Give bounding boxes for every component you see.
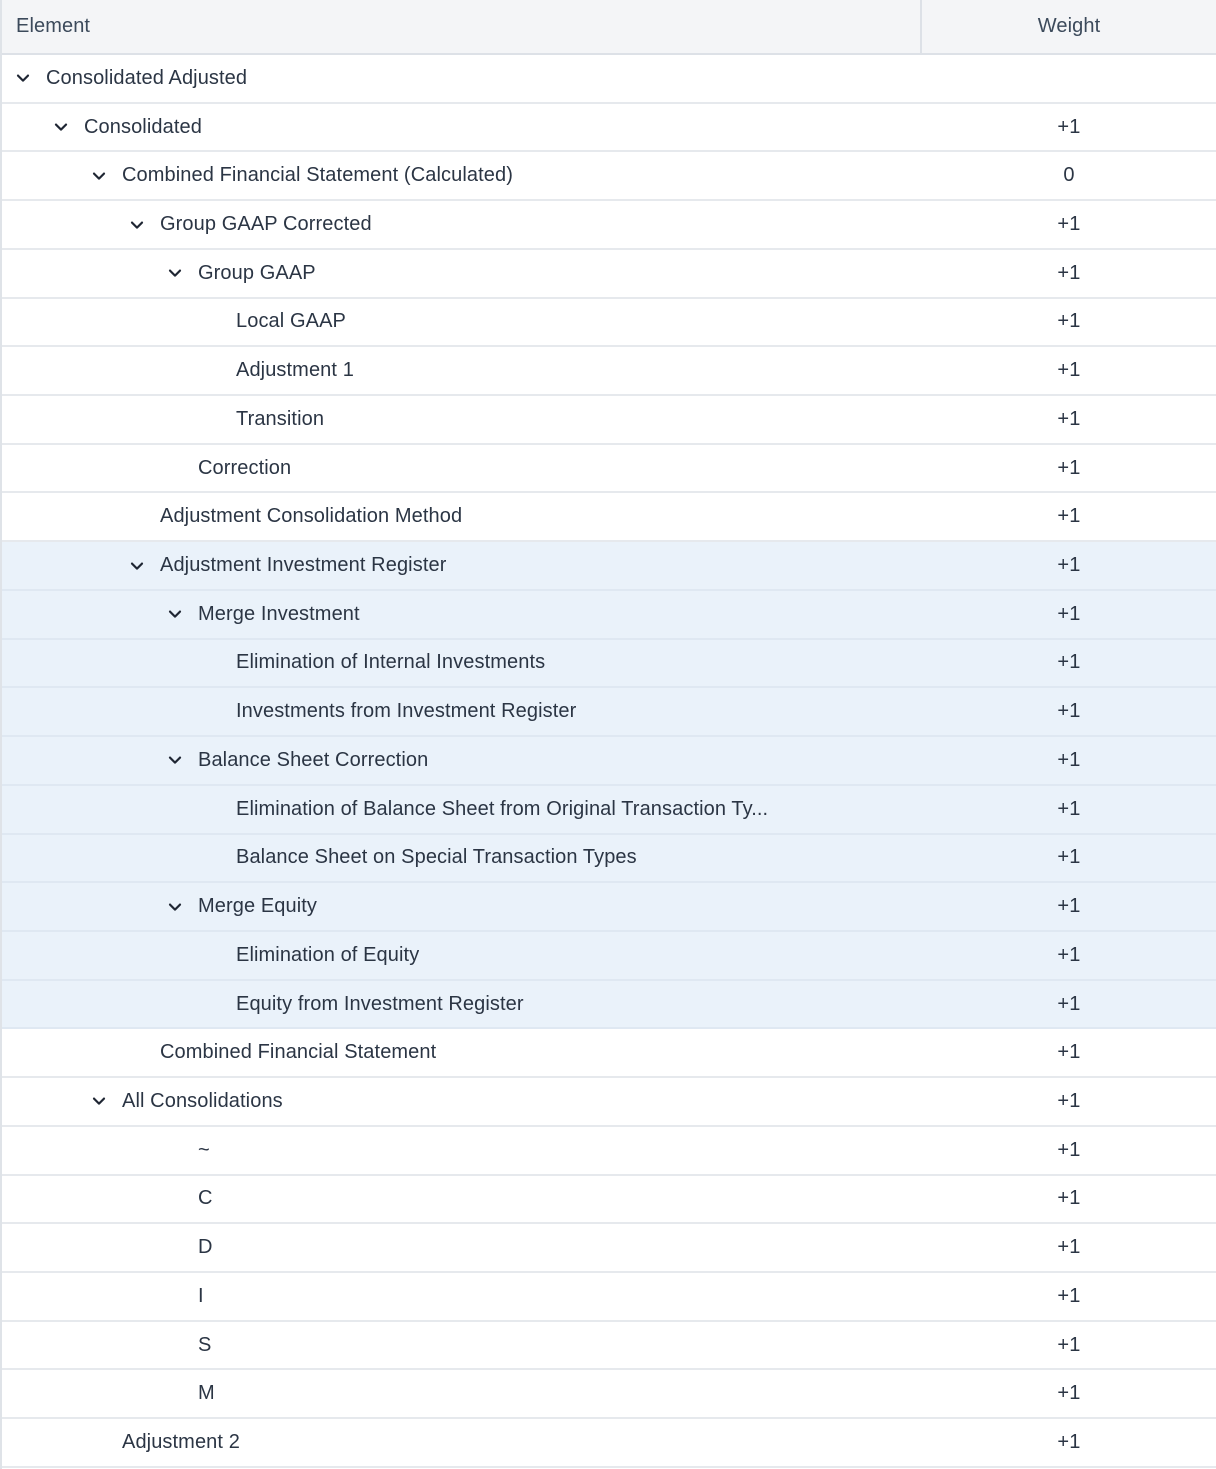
cell-element xyxy=(2,408,922,431)
cell-weight[interactable]: +1 xyxy=(1057,748,1081,771)
cell-element xyxy=(2,359,922,382)
table-row[interactable] xyxy=(2,250,1216,299)
chevron-down-icon[interactable] xyxy=(84,1092,114,1110)
cell-element xyxy=(2,1139,922,1162)
table-row[interactable] xyxy=(2,1029,1216,1078)
tree-node-label: Balance Sheet on Special Transaction Types xyxy=(236,846,637,869)
cell-element xyxy=(2,895,922,918)
cell-weight[interactable]: +1 xyxy=(1057,1089,1081,1112)
table-row[interactable] xyxy=(2,786,1216,835)
tree-node-label: Equity from Investment Register xyxy=(236,992,524,1015)
table-row[interactable] xyxy=(2,981,1216,1030)
table-row[interactable] xyxy=(2,152,1216,201)
cell-weight[interactable]: 0 xyxy=(1063,164,1075,187)
cell-element xyxy=(2,164,922,187)
cell-element xyxy=(2,213,922,236)
tree-node-label: Correction xyxy=(198,456,292,479)
tree-node-label: Consolidated Adjusted xyxy=(46,66,248,89)
table-row[interactable] xyxy=(2,396,1216,445)
table-header-row xyxy=(2,0,1216,55)
table-row[interactable] xyxy=(2,1127,1216,1176)
chevron-down-icon[interactable] xyxy=(160,898,190,916)
table-row[interactable] xyxy=(2,55,1216,104)
cell-element xyxy=(2,1090,922,1113)
cell-weight[interactable]: +1 xyxy=(1057,310,1081,333)
table-row[interactable] xyxy=(2,688,1216,737)
tree-node-label: All Consolidations xyxy=(122,1089,283,1112)
tree-node-label: S xyxy=(198,1333,212,1356)
cell-element xyxy=(2,1236,922,1259)
cell-element xyxy=(2,1285,922,1308)
cell-weight[interactable]: +1 xyxy=(1057,602,1081,625)
table-row[interactable] xyxy=(2,201,1216,250)
cell-element xyxy=(2,651,922,674)
cell-weight[interactable]: +1 xyxy=(1057,1284,1081,1307)
tree-node-label: Transition xyxy=(236,407,325,430)
cell-element xyxy=(2,554,922,577)
cell-element xyxy=(2,944,922,967)
cell-weight[interactable]: +1 xyxy=(1057,943,1081,966)
cell-element xyxy=(2,1382,922,1405)
tree-node-label: Group GAAP Corrected xyxy=(160,213,372,236)
cell-element xyxy=(2,505,922,528)
cell-element xyxy=(2,1431,922,1454)
table-row[interactable] xyxy=(2,835,1216,884)
tree-node-label: Balance Sheet Correction xyxy=(198,748,429,771)
tree-node-label: Elimination of Balance Sheet from Original Transaction Ty... xyxy=(236,797,769,820)
cell-element xyxy=(2,798,922,821)
chevron-down-icon[interactable] xyxy=(160,605,190,623)
tree-node-label: Adjustment 1 xyxy=(236,359,354,382)
table-row[interactable] xyxy=(2,1370,1216,1419)
cell-element xyxy=(2,116,922,139)
chevron-down-icon[interactable] xyxy=(160,751,190,769)
cell-element xyxy=(2,1334,922,1357)
tree-node-label: Adjustment Consolidation Method xyxy=(160,505,463,528)
cell-element xyxy=(2,1041,922,1064)
tree-node-label: Group GAAP xyxy=(198,261,316,284)
cell-weight[interactable]: +1 xyxy=(1057,213,1081,236)
table-row[interactable] xyxy=(2,640,1216,689)
cell-weight[interactable]: +1 xyxy=(1057,700,1081,723)
table-row[interactable] xyxy=(2,1176,1216,1225)
tree-node-label: D xyxy=(198,1236,213,1259)
cell-weight[interactable]: +1 xyxy=(1057,846,1081,869)
tree-node-label: Elimination of Internal Investments xyxy=(236,651,546,674)
table-row[interactable] xyxy=(2,347,1216,396)
cell-element xyxy=(2,993,922,1016)
cell-weight[interactable]: +1 xyxy=(1057,1333,1081,1356)
table-row[interactable] xyxy=(2,737,1216,786)
tree-node-label: Local GAAP xyxy=(236,310,346,333)
cell-weight[interactable]: +1 xyxy=(1057,1430,1081,1453)
cell-weight[interactable]: +1 xyxy=(1057,261,1081,284)
tree-node-label: Consolidated xyxy=(84,115,202,138)
table-row[interactable] xyxy=(2,299,1216,348)
column-header-weight[interactable]: Weight xyxy=(1037,15,1101,37)
cell-element xyxy=(2,67,922,90)
table-row[interactable] xyxy=(2,493,1216,542)
tree-node-label: ~ xyxy=(198,1138,210,1161)
tree-node-label: Merge Investment xyxy=(198,602,360,625)
chevron-down-icon[interactable] xyxy=(46,118,76,136)
cell-element xyxy=(2,457,922,480)
table-body xyxy=(2,55,1216,1468)
cell-weight[interactable]: +1 xyxy=(1057,1187,1081,1210)
cell-weight[interactable]: +1 xyxy=(1057,456,1081,479)
cell-weight[interactable]: +1 xyxy=(1057,651,1081,674)
chevron-down-icon[interactable] xyxy=(122,216,152,234)
table-row[interactable] xyxy=(2,445,1216,494)
cell-weight[interactable]: +1 xyxy=(1057,359,1081,382)
cell-weight[interactable]: +1 xyxy=(1057,797,1081,820)
cell-element xyxy=(2,700,922,723)
tree-node-label: Adjustment 2 xyxy=(122,1430,240,1453)
chevron-down-icon[interactable] xyxy=(160,264,190,282)
cell-weight[interactable]: +1 xyxy=(1057,505,1081,528)
table-row[interactable] xyxy=(2,1078,1216,1127)
chevron-down-icon[interactable] xyxy=(84,167,114,185)
cell-weight[interactable]: +1 xyxy=(1057,1236,1081,1259)
table-row[interactable] xyxy=(2,1322,1216,1371)
cell-element xyxy=(2,262,922,285)
table-row[interactable] xyxy=(2,104,1216,153)
tree-node-label: Adjustment Investment Register xyxy=(160,554,447,577)
table-row[interactable] xyxy=(2,1419,1216,1468)
cell-element xyxy=(2,749,922,772)
column-header-element[interactable]: Element xyxy=(2,0,922,53)
cell-element xyxy=(2,310,922,333)
cell-element xyxy=(2,603,922,626)
table-row[interactable] xyxy=(2,1273,1216,1322)
cell-weight[interactable]: +1 xyxy=(1057,1382,1081,1405)
tree-node-label: Merge Equity xyxy=(198,895,318,918)
cell-weight[interactable]: +1 xyxy=(1057,1138,1081,1161)
table-row[interactable] xyxy=(2,542,1216,591)
cell-weight[interactable]: +1 xyxy=(1057,554,1081,577)
cell-weight[interactable]: +1 xyxy=(1057,895,1081,918)
cell-weight[interactable]: +1 xyxy=(1057,1041,1081,1064)
chevron-down-icon[interactable] xyxy=(8,69,38,87)
table-row[interactable] xyxy=(2,932,1216,981)
chevron-down-icon[interactable] xyxy=(122,557,152,575)
cell-element xyxy=(2,846,922,869)
table-row[interactable] xyxy=(2,883,1216,932)
cell-weight[interactable]: +1 xyxy=(1057,992,1081,1015)
table-row[interactable] xyxy=(2,1224,1216,1273)
tree-node-label: Combined Financial Statement xyxy=(160,1041,437,1064)
table-row[interactable] xyxy=(2,591,1216,640)
tree-node-label: Combined Financial Statement (Calculated) xyxy=(122,164,513,187)
cell-element xyxy=(2,1187,922,1210)
tree-node-label: Investments from Investment Register xyxy=(236,700,577,723)
tree-node-label: Elimination of Equity xyxy=(236,943,420,966)
cell-weight[interactable]: +1 xyxy=(1057,115,1081,138)
tree-node-label: I xyxy=(198,1284,204,1307)
cell-weight[interactable]: +1 xyxy=(1057,407,1081,430)
tree-node-label: C xyxy=(198,1187,213,1210)
tree-node-label: M xyxy=(198,1382,215,1405)
